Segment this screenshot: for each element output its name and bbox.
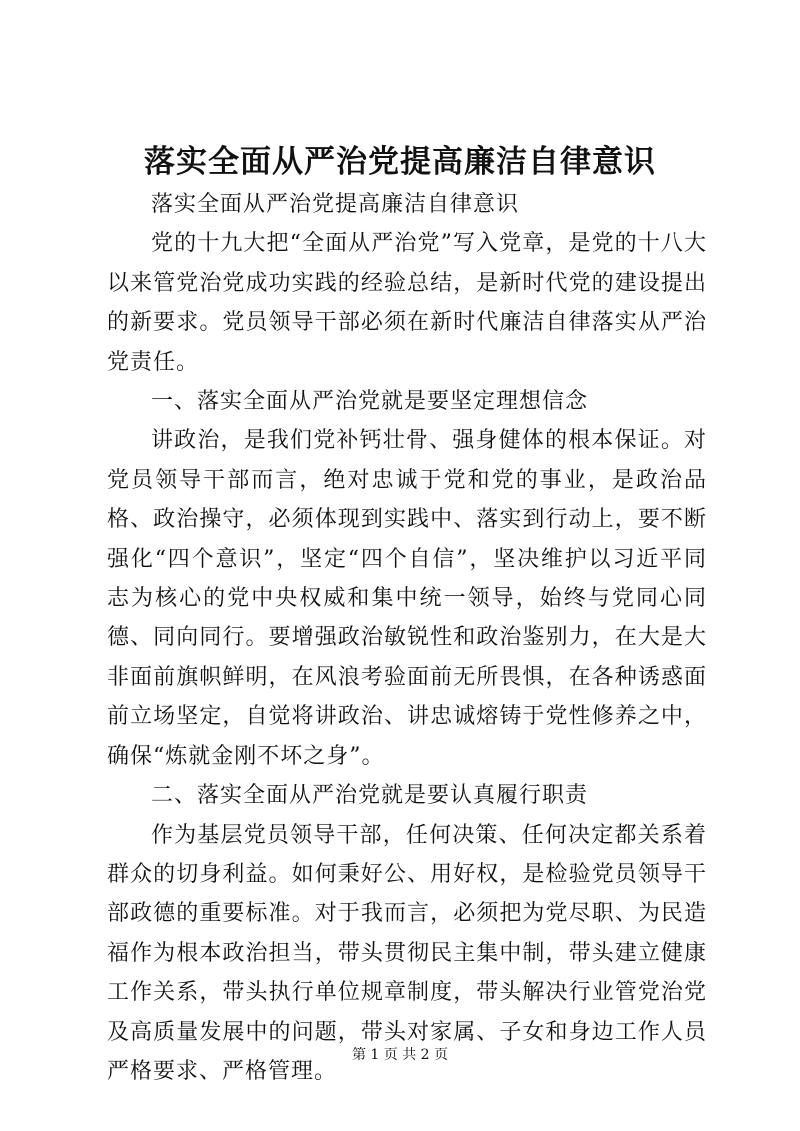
- page-footer: 第 1 页 共 2 页: [351, 1047, 449, 1063]
- document-title: 落实全面从严治党提高廉洁自律意识: [144, 144, 656, 180]
- paragraph-section-1: 讲政治，是我们党补钙壮骨、强身健体的根本保证。对党员领导干部而言，绝对忠诚于党和党的事业，是政治品格、政治操守，必须体现到实践中、落实到行动上，要不断强化“四个意识”，坚定“四个自信”，坚决维护以习近平同志为核心的党中央权威和集中统一领导，始终与党同心同德、同向同行。要增强政治敏锐性和政治鉴别力，在大是大非面前旗帜鲜明，在风浪考验面前无所畏惧，在各种诱惑面前立场坚定，自觉将讲政治、讲忠诚熔铸于党性修养之中，确保“炼就金刚不坏之身”。: [107, 428, 707, 769]
- paragraph-section-2: 作为基层党员领导干部，任何决策、任何决定都关系着群众的切身利益。如何秉好公、用好权，是检验党员领导干部政德的重要标准。对于我而言，必须把为党尽职、为民造福作为根本政治担当，带头贯彻民主集中制，带头建立健康工作关系，带头执行单位规章制度，带头解决行业管党治党及高质量发展中的问题，带头对家属、子女和身边工作人员严格要求、严格管理。: [107, 822, 707, 1084]
- section-heading-1: 一、落实全面从严治党就是要坚定理想信念: [151, 389, 589, 415]
- section-heading-2: 二、落实全面从严治党就是要认真履行职责: [151, 783, 589, 809]
- document-body: [107, 185, 707, 1091]
- paragraph-intro: 党的十九大把“全面从严治党”写入党章，是党的十八大以来管党治党成功实践的经验总结，是新时代党的建设提出的新要求。党员领导干部必须在新时代廉洁自律落实从严治党责任。: [107, 231, 707, 375]
- paragraph-subtitle: 落实全面从严治党提高廉洁自律意识: [151, 192, 520, 217]
